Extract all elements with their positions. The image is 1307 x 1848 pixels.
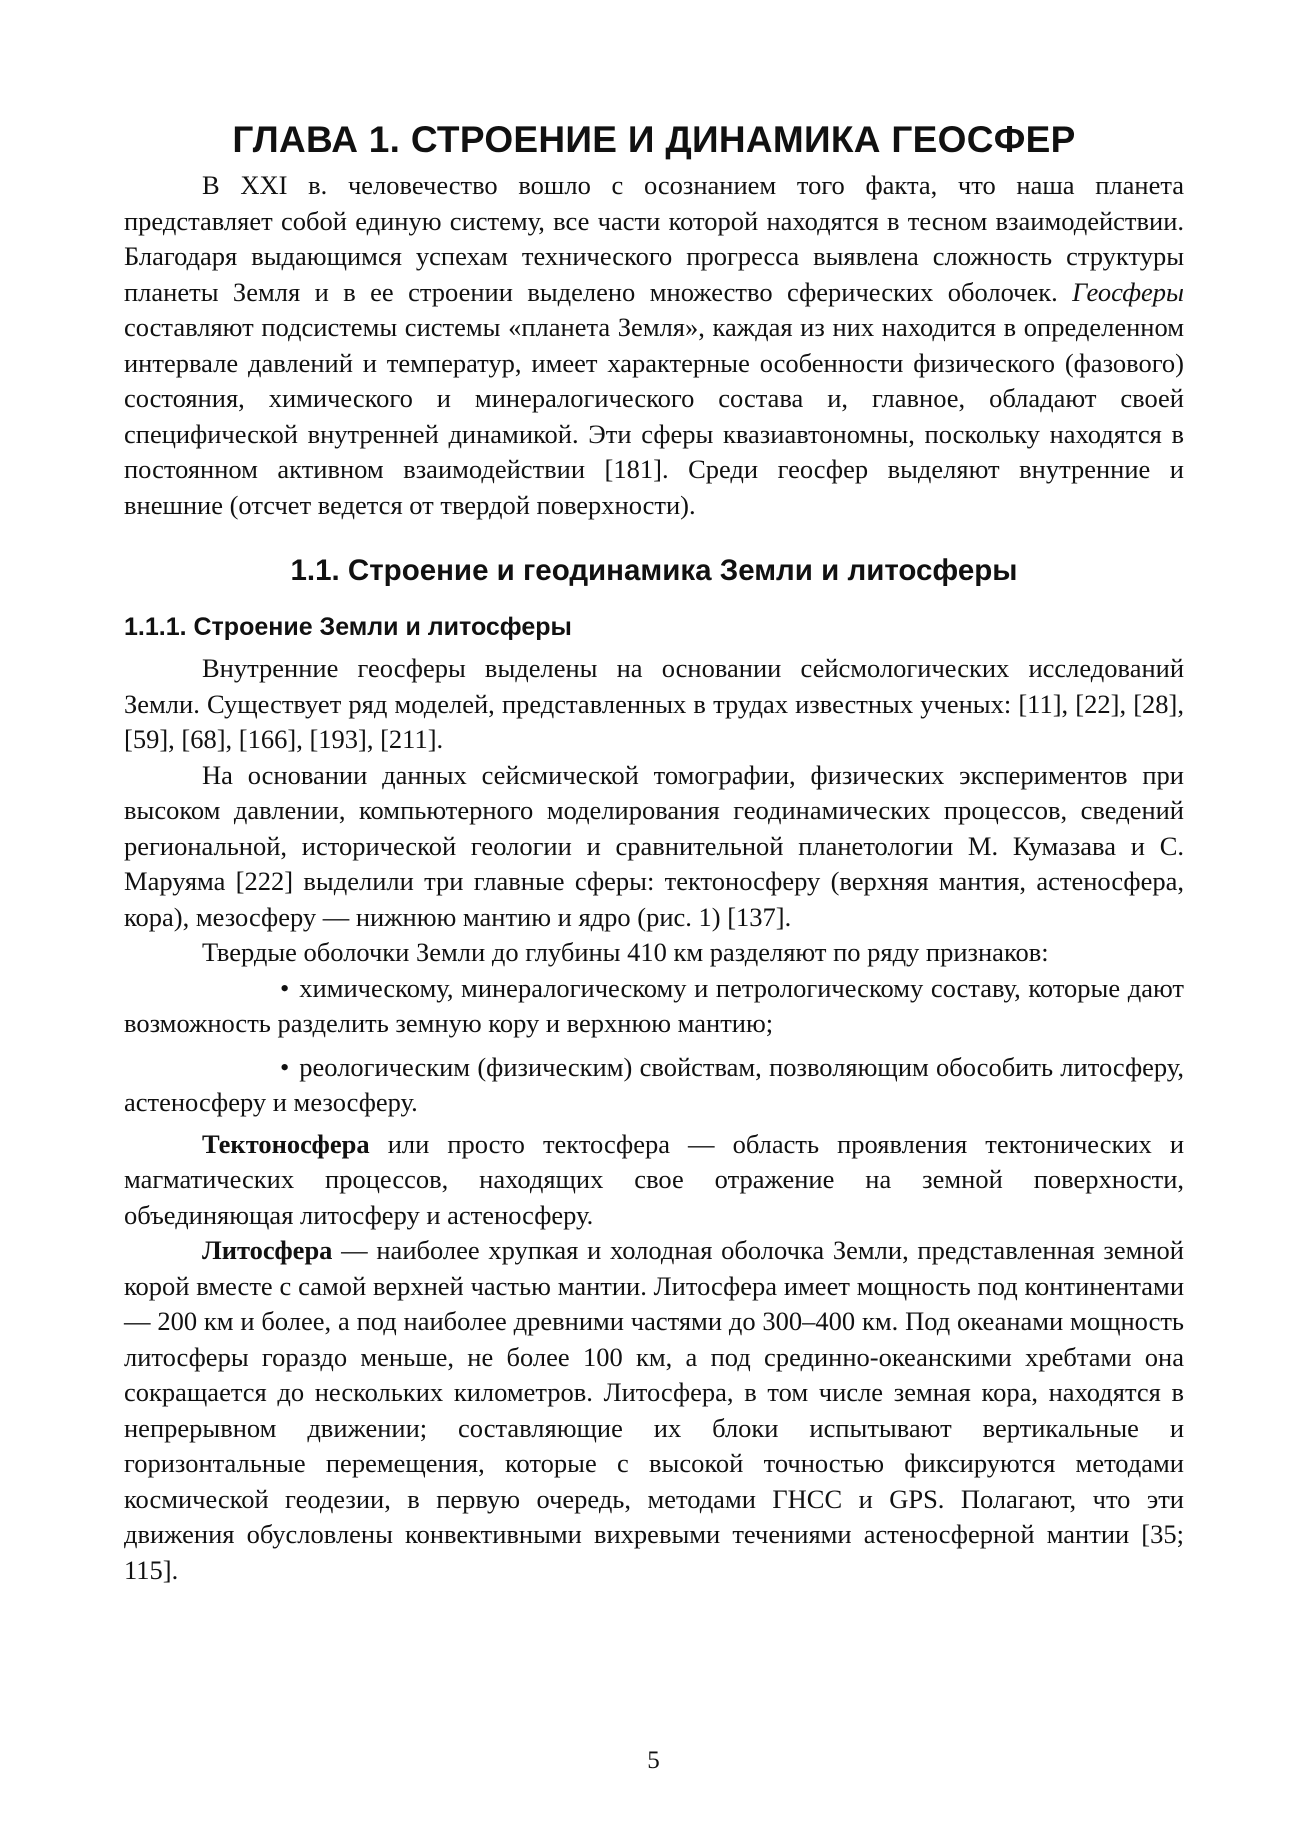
page-number: 5 bbox=[647, 1747, 660, 1774]
intro-paragraph bbox=[124, 168, 1184, 523]
bullet-text: реологическим (физическим) свойствам, позволяющим обособить литосферу, астеносферу и мезосферу. bbox=[124, 1051, 1184, 1117]
bullet-icon: • bbox=[280, 1051, 290, 1082]
intro-text-part2: составляют подсистемы системы «планета Земля», каждая из них находится в определенном интервале давлений и температур, имеет характерные особенности физического (фазового) состояния, химического и минералогического состава и, главное, обладают своей специфической внутренней динамикой. Эти сферы квазиавтономны, поскольку находятся в постоянном активном взаимодействии [181]. Среди геосфер выделяют внутренние и внешние (отсчет ведется от твердой поверхности). bbox=[124, 312, 1184, 520]
paragraph-tectonosphere-text: или просто тектосфера — область проявления тектонических и магматических процессов, находящих свое отражение на земной поверхности, объединяющая литосферу и астеносферу. bbox=[124, 1128, 1184, 1230]
paragraph-inner-geospheres: Внутренние геосферы выделены на основании сейсмологических исследований Земли. Существует ряд моделей, представленных в трудах известных ученых: [11], [22], [28], [59], [68], [166], [193], [211]. bbox=[124, 653, 1184, 754]
bullet-item-rheological bbox=[124, 1050, 1184, 1121]
paragraph-solid-shells: Твердые оболочки Земли до глубины 410 км разделяют по ряду признаков: bbox=[202, 937, 1049, 967]
bullet-icon: • bbox=[280, 972, 290, 1003]
section-title: 1.1. Строение и геодинамика Земли и литосферы bbox=[290, 554, 1018, 587]
term-tectonosphere: Тектоносфера bbox=[202, 1128, 370, 1159]
subsection-title: 1.1.1. Строение Земли и литосферы bbox=[124, 613, 572, 641]
chapter-title: ГЛАВА 1. СТРОЕНИЕ И ДИНАМИКА ГЕОСФЕР bbox=[232, 119, 1076, 160]
term-lithosphere: Литосфера bbox=[202, 1235, 333, 1265]
paragraph-lithosphere bbox=[124, 1233, 1184, 1588]
paragraph-lithosphere-text: — наиболее хрупкая и холодная оболочка Земли, представленная земной корой вместе с самой верхней частью мантии. Литосфера имеет мощность под континентами — 200 км и более, а под наиболее древними частями до 300–400 км. Под океанами мощность литосферы гораздо меньше, не более 100 км, а под срединно-океанскими хребтами она сокращается до нескольких километров. Литосфера, в том числе земная кора, находятся в непрерывном движении; составляющие их блоки испытывают вертикальные и горизонтальные перемещения, которые с высокой точностью фиксируются методами космической геодезии, в первую очередь, методами ГНСС и GPS. Полагают, что эти движения обусловлены конвективными вихревыми течениями астеносферной мантии [35; 115]. bbox=[124, 1235, 1184, 1585]
page-content bbox=[124, 118, 1184, 1588]
bullet-item-chemical bbox=[124, 971, 1184, 1042]
paragraph-tectonosphere bbox=[124, 1127, 1184, 1234]
bullet-text: химическому, минералогическому и петрологическому составу, которые дают возможность разделить земную кору и верхнюю мантию; bbox=[124, 972, 1184, 1038]
intro-text-part1: В XXI в. человечество вошло с осознанием того факта, что наша планета представляет собой единую систему, все части которой находятся в тесном взаимодействии. Благодаря выдающимся успехам технического прогресса выявлена сложность структуры планеты Земля и в ее строении выделено множество сферических оболочек. bbox=[124, 170, 1184, 307]
paragraph-tomography: На основании данных сейсмической томографии, физических экспериментов при высоком давлении, компьютерного моделирования геодинамических процессов, сведений региональной, исторической геологии и сравнительной планетологии М. Кумазава и С. Маруяма [222] выделили три главные сферы: тектоносферу (верхняя мантия, астеносфера, кора), мезосферу — нижнюю мантию и ядро (рис. 1) [137]. bbox=[124, 759, 1184, 932]
intro-term-geospheres: Геосферы bbox=[1072, 276, 1184, 307]
